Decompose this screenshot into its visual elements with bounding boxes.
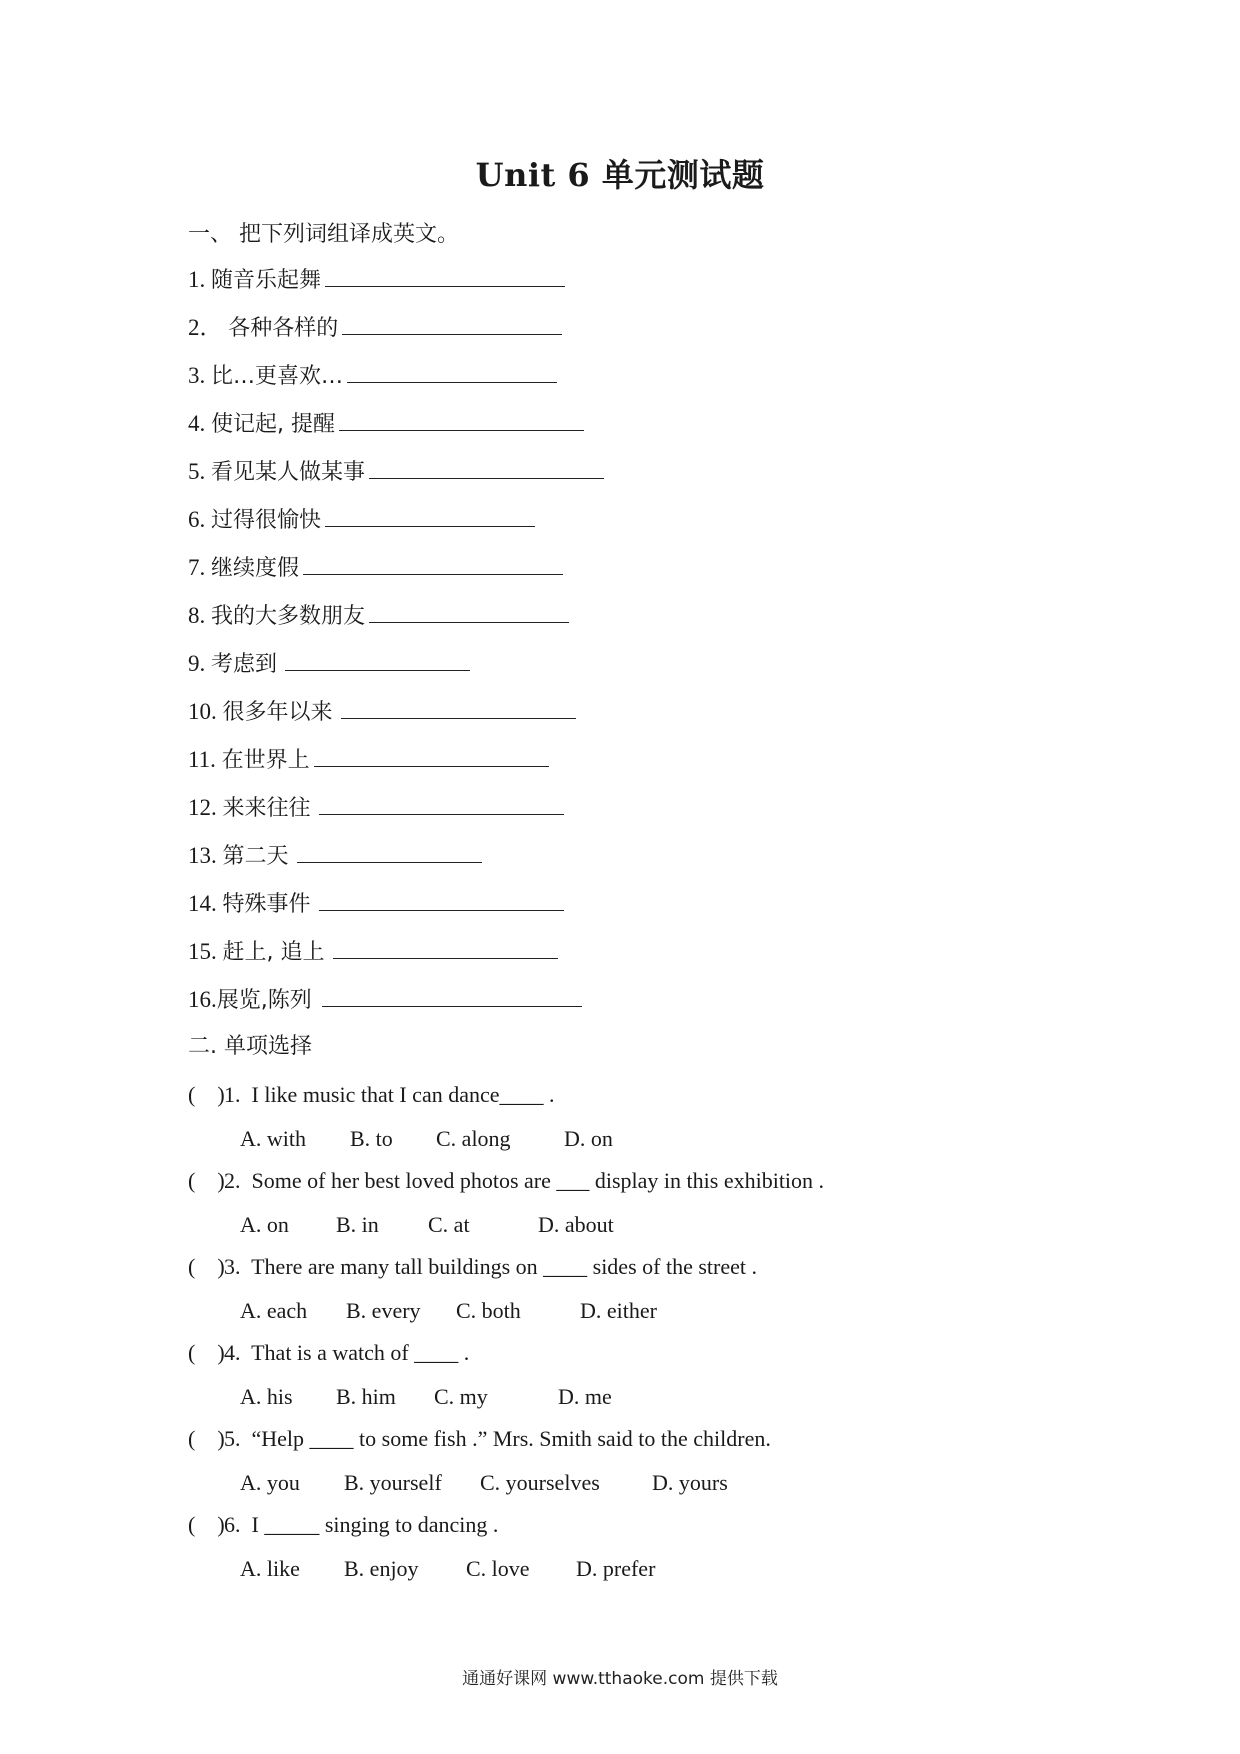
question-stem: I like music that I can dance____ . <box>251 1082 555 1107</box>
mc-options-4 <box>240 1382 612 1412</box>
item-number: 11. <box>188 747 216 772</box>
section1-heading: 一、 把下列词组译成英文。 <box>188 222 459 247</box>
option-d[interactable]: D. yours <box>652 1470 728 1495</box>
option-b[interactable]: B. enjoy <box>344 1556 419 1581</box>
translate-item-7 <box>188 552 563 584</box>
answer-blank[interactable] <box>314 744 549 767</box>
item-number: 16. <box>188 987 217 1012</box>
item-text: 在世界上 <box>221 748 310 773</box>
page-title: Unit 6 单元测试题 <box>475 156 765 194</box>
item-text: 特殊事件 <box>222 892 311 917</box>
item-text: 继续度假 <box>211 556 300 581</box>
option-a[interactable]: A. each <box>240 1298 308 1323</box>
answer-blank[interactable] <box>369 456 604 479</box>
option-c[interactable]: C. along <box>436 1126 511 1151</box>
mc-options-1 <box>240 1124 613 1154</box>
item-number: 12. <box>188 795 217 820</box>
option-b[interactable]: B. him <box>336 1384 396 1409</box>
question-stem: That is a watch of ____ . <box>251 1340 470 1365</box>
option-c[interactable]: C. love <box>466 1556 530 1581</box>
answer-blank[interactable] <box>339 408 584 431</box>
item-number: 5. <box>188 459 206 484</box>
question-number: 4. <box>224 1340 241 1365</box>
answer-paren[interactable]: ( ) <box>188 1512 225 1537</box>
translate-item-9 <box>188 648 470 680</box>
section2-heading: 二. 单项选择 <box>188 1034 312 1059</box>
answer-blank[interactable] <box>341 696 576 719</box>
mc-options-6 <box>240 1554 655 1584</box>
option-c[interactable]: C. my <box>434 1384 488 1409</box>
question-number: 2. <box>224 1168 241 1193</box>
item-text: 随音乐起舞 <box>211 268 322 293</box>
mc-options-2 <box>240 1210 614 1240</box>
option-d[interactable]: D. about <box>538 1212 614 1237</box>
answer-blank[interactable] <box>342 312 562 335</box>
option-b[interactable]: B. in <box>336 1212 379 1237</box>
answer-blank[interactable] <box>319 888 564 911</box>
translate-item-15 <box>188 936 558 968</box>
translate-item-14 <box>188 888 564 920</box>
page-footer: 通通好课网 www.tthaoke.com 提供下载 <box>462 1669 778 1689</box>
question-number: 1. <box>224 1082 241 1107</box>
item-text: 考虑到 <box>211 652 278 677</box>
option-a[interactable]: A. with <box>240 1126 306 1151</box>
mc-question-1 <box>188 1080 555 1110</box>
item-number: 4. <box>188 411 206 436</box>
option-a[interactable]: A. you <box>240 1470 300 1495</box>
item-number: 6. <box>188 507 206 532</box>
translate-item-3 <box>188 360 557 392</box>
item-number: 8. <box>188 603 206 628</box>
answer-paren[interactable]: ( ) <box>188 1426 225 1451</box>
item-text: 来来往往 <box>222 796 311 821</box>
option-b[interactable]: B. every <box>346 1298 421 1323</box>
item-text: 很多年以来 <box>222 700 333 725</box>
item-text: 比…更喜欢… <box>211 364 344 389</box>
item-number: 15. <box>188 939 217 964</box>
item-number: 14. <box>188 891 217 916</box>
option-b[interactable]: B. yourself <box>344 1470 442 1495</box>
item-number: 1. <box>188 267 206 292</box>
question-stem: I _____ singing to dancing . <box>251 1512 499 1537</box>
answer-blank[interactable] <box>322 984 582 1007</box>
translate-item-12 <box>188 792 564 824</box>
option-d[interactable]: D. either <box>580 1298 657 1323</box>
item-text: 第二天 <box>222 844 289 869</box>
item-text: 各种各样的 <box>228 316 339 341</box>
answer-blank[interactable] <box>285 648 470 671</box>
option-a[interactable]: A. his <box>240 1384 293 1409</box>
mc-question-5 <box>188 1424 771 1454</box>
answer-blank[interactable] <box>369 600 569 623</box>
mc-question-6 <box>188 1510 498 1540</box>
translate-item-16 <box>188 984 582 1016</box>
item-text: 展览,陈列 <box>216 988 312 1013</box>
mc-options-3 <box>240 1296 657 1326</box>
item-number: 3. <box>188 363 206 388</box>
answer-blank[interactable] <box>325 504 535 527</box>
question-number: 3. <box>224 1254 241 1279</box>
item-number: 9. <box>188 651 206 676</box>
translate-item-10 <box>188 696 576 728</box>
answer-blank[interactable] <box>347 360 557 383</box>
translate-item-13 <box>188 840 482 872</box>
answer-blank[interactable] <box>297 840 482 863</box>
item-number: 10. <box>188 699 217 724</box>
item-text: 过得很愉快 <box>211 508 322 533</box>
option-c[interactable]: C. both <box>456 1298 521 1323</box>
option-d[interactable]: D. on <box>564 1126 613 1151</box>
answer-blank[interactable] <box>319 792 564 815</box>
translate-item-11 <box>188 744 549 776</box>
item-number: 7. <box>188 555 206 580</box>
item-text: 看见某人做某事 <box>211 460 366 485</box>
question-stem: There are many tall buildings on ____ sides of the street . <box>251 1254 757 1279</box>
answer-paren[interactable]: ( ) <box>188 1168 225 1193</box>
translate-item-5 <box>188 456 604 488</box>
translate-item-1 <box>188 264 565 296</box>
question-number: 6. <box>224 1512 241 1537</box>
question-stem: “Help ____ to some fish .” Mrs. Smith said to the children. <box>251 1426 771 1451</box>
translate-item-6 <box>188 504 535 536</box>
question-number: 5. <box>224 1426 241 1451</box>
option-b[interactable]: B. to <box>350 1126 393 1151</box>
option-d[interactable]: D. prefer <box>576 1556 656 1581</box>
answer-blank[interactable] <box>303 552 563 575</box>
mc-question-3 <box>188 1252 757 1282</box>
mc-question-4 <box>188 1338 469 1368</box>
mc-question-2 <box>188 1166 824 1196</box>
item-text: 我的大多数朋友 <box>211 604 366 629</box>
answer-paren[interactable]: ( ) <box>188 1254 225 1279</box>
answer-paren[interactable]: ( ) <box>188 1082 225 1107</box>
translate-item-2 <box>188 312 562 344</box>
answer-paren[interactable]: ( ) <box>188 1340 225 1365</box>
translate-item-8 <box>188 600 569 632</box>
item-text: 赶上, 追上 <box>222 940 325 965</box>
option-c[interactable]: C. at <box>428 1212 470 1237</box>
item-number: 2． <box>188 315 223 340</box>
option-a[interactable]: A. on <box>240 1212 289 1237</box>
answer-blank[interactable] <box>325 264 565 287</box>
option-c[interactable]: C. yourselves <box>480 1470 600 1495</box>
item-text: 使记起, 提醒 <box>211 412 335 437</box>
answer-blank[interactable] <box>333 936 558 959</box>
option-a[interactable]: A. like <box>240 1556 300 1581</box>
question-stem: Some of her best loved photos are ___ display in this exhibition . <box>251 1168 825 1193</box>
translate-item-4 <box>188 408 584 440</box>
item-number: 13. <box>188 843 217 868</box>
option-d[interactable]: D. me <box>558 1384 612 1409</box>
mc-options-5 <box>240 1468 728 1498</box>
